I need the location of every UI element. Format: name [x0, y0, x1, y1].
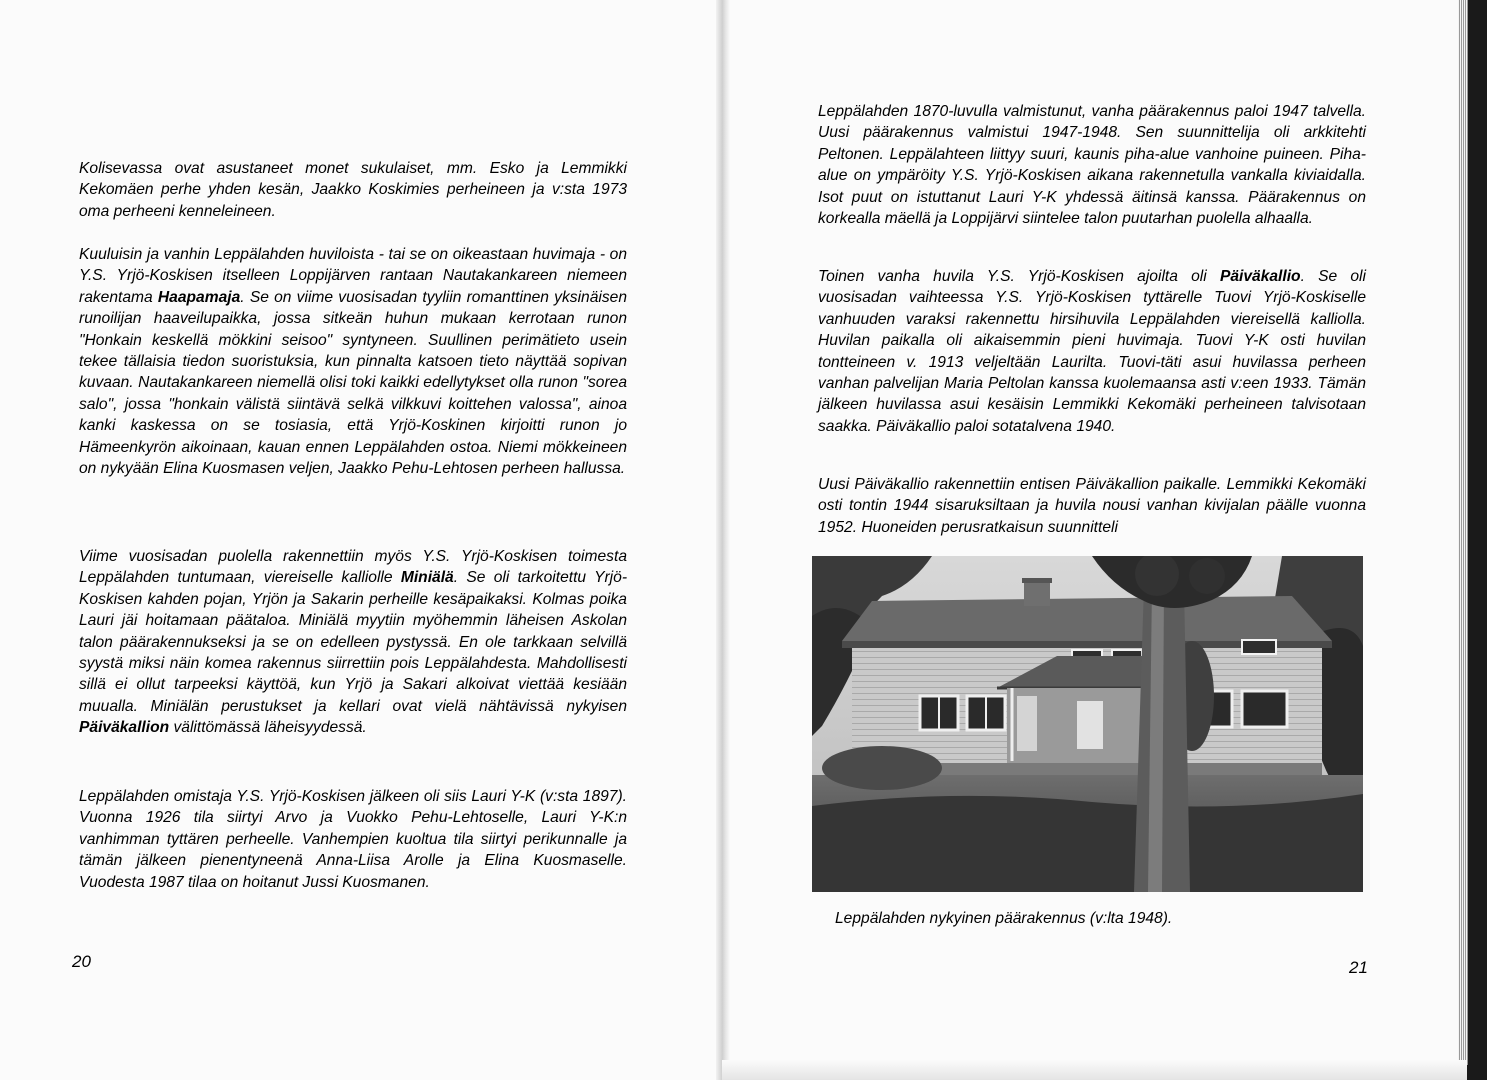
text-segment: . Se oli vuosisadan vaihteessa Y.S. Yrjö-Koskisen tyttärelle Tuovi Yrjö-Koskiselle vanhuuden varaksi rakennettu hirsihuvila Leppälahden viereisellä kalliolla. Huvilan paikalla oli aikaisemmin pieni huvimaja. Tuovi Y-K osti huvilan tontteineen v. 1913 veljeltään Laurilta. Tuovi-täti asui huvilassa perheen vanhan palvelijan Maria Peltolan kanssa kuolemaansa asti v:een 1933. Tämän jälkeen huvilassa asui kesäisin Lemmikki Kekomäki perheineen talvisotaan saakka. Päiväkallio paloi sotatalvena 1940.: [818, 268, 1366, 435]
bold-place-name: Päiväkallio: [1219, 268, 1301, 285]
text-segment: Kolisevassa ovat asustaneet monet sukulaiset, mm. Esko ja Lemmikki Kekomäen perhe yhden kesän, Jaakko Koskimies perheineen ja v:sta 1973 oma perheeni kenneleineen.: [79, 160, 627, 220]
left-paragraph-3: [79, 546, 627, 739]
text-segment: Leppälahden omistaja Y.S. Yrjö-Koskisen jälkeen oli siis Lauri Y-K (v:sta 1897). Vuonna 1926 tila siirtyi Arvo ja Vuokko Pehu-Lehtoselle, Lauri Y-K:n vanhimman tyttären perheelle. Vanhempien kuoltua tila siirtyi perikunnalle ja tämän jälkeen pienentyneenä Anna-Liisa Arolle ja Elina Kuosmaselle. Vuodesta 1987 tilaa on hoitanut Jussi Kuosmanen.: [79, 788, 627, 891]
left-paragraph-4: [79, 786, 627, 893]
left-paragraph-2: [79, 244, 627, 479]
text-segment: välittömässä läheisyydessä.: [169, 719, 367, 737]
text-segment: . Se oli tarkoitettu Yrjö-Koskisen kahden pojan, Yrjön ja Sakarin perheille kesäpaikaksi. Kolmas poika Lauri jäi hoitamaan päätaloa. Miniälä myytiin myöhemmin läheisen Askolan talon päärakennukseksi ja se on edelleen pystyssä. En ole tarkkaan selvillä syystä miksi näin komea rakennus siirrettiin pois Leppälahdesta. Mahdollisesti sillä ei ollut tarpeeksi käyttöä, kun Yrjö ja Sakari alkoivat viettää kesiään muualla. Miniälän perustukset ja kellari ovat vielä nähtävissä nykyisen: [79, 569, 628, 715]
text-segment: Viime vuosisadan puolella rakennettiin myös Y.S. Yrjö-Koskisen toimesta Leppälahden tuntumaan, viereiselle kalliolle: [79, 548, 627, 587]
page-bottom-shadow: [722, 1060, 1467, 1080]
text-segment: . Se on viime vuosisadan tyyliin romanttinen yksinäisen runoilijan haaveilupaikka, jossa sitkeän huhun mukaan kerrotaan runon "Honkain keskellä mökkini seisoo" syntyneen. Suullinen perimätieto usein tekee tällaisia tiedon suoristuksia, kun pinnalta katsoen tieto näyttää sopivan kuvaan. Nautakankareen niemellä olisi toki kaikki edellytykset olla runon "sorea salo", jossa "honkain välistä siintävä selkä vilkkuvi koittehen valossa", ainoa kanki kaskessa on se tosiasia, että Yrjö-Koskinen kirjoitti runon jo Hämeenkyrön aikoinaan, kauan ennen Leppälahden ostoa. Niemi mökkeineen on nykyään Elina Kuosmasen veljen, Jaakko Pehu-Lehtosen perheen hallussa.: [79, 288, 627, 478]
photo-caption: Leppälahden nykyinen päärakennus (v:lta 1948).: [835, 910, 1173, 927]
bold-place-name: Haapamaja: [157, 288, 241, 306]
bold-place-name: Päiväkallion: [79, 719, 170, 737]
right-paragraph-1: [818, 101, 1366, 229]
text-segment: Kuuluisin ja vanhin Leppälahden huviloista - tai se on oikeastaan huvimaja - on Y.S. Yrjö-Koskisen itselleen Loppijärven rantaan Nautakankareen niemeen rakentama: [79, 246, 627, 306]
right-paragraph-2: [818, 266, 1366, 437]
left-paragraph-1: [79, 158, 627, 222]
text-segment: Leppälahden 1870-luvulla valmistunut, vanha päärakennus paloi 1947 talvella. Uusi päärakennus valmistui 1947-1948. Sen suunnittelija oli arkkitehti Peltonen. Leppälahteen liittyy suuri, kaunis piha-alue vanhoine puineen. Piha-alue on ympäröity Y.S. Yrjö-Koskisen aikana rakennetulla vankalla kiviaidalla. Isot puut on istuttanut Lauri Y-K yhdessä äitinsä kanssa. Päärakennus on korkealla mäellä ja Loppijärvi siintelee talon puutarhan puolella alhaalla.: [818, 103, 1366, 228]
page-number-right: 21: [1349, 958, 1368, 977]
book-gutter: [716, 0, 730, 1080]
text-segment: Toinen vanha huvila Y.S. Yrjö-Koskisen ajoilta oli: [818, 268, 1220, 285]
page-edges: [1458, 0, 1468, 1065]
right-paragraph-3: [818, 474, 1366, 538]
text-segment: Uusi Päiväkallio rakennettiin entisen Päiväkallion paikalle. Lemmikki Kekomäki osti tontin 1944 sisaruksiltaan ja huvila nousi vanhan kivijalan päälle vuonna 1952. Huoneiden perusratkaisun suunnitteli: [818, 476, 1366, 536]
page-number-left: 20: [72, 952, 91, 971]
bold-place-name: Miniälä: [400, 569, 454, 587]
house-photo: [812, 556, 1363, 892]
